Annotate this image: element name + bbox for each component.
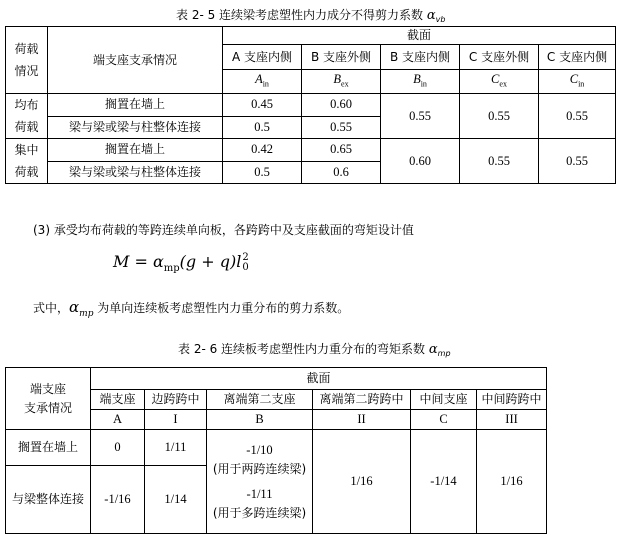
table1-caption-sub: vb	[435, 15, 446, 24]
table1-value-cell: 0.5	[223, 161, 302, 184]
table1-value-cell: 0.6	[302, 161, 381, 184]
table1-value-cell: 0.5	[223, 116, 302, 139]
table2-caption-symbol: α	[428, 342, 438, 357]
table2-value-cell: -1/16	[91, 466, 145, 534]
table1	[5, 26, 616, 184]
table2-b-top-note: (用于两跨连续梁)	[212, 461, 307, 476]
table2-col-header: 离端第二跨跨中	[313, 390, 411, 410]
formula-eq: =	[129, 252, 153, 271]
table1-support-cell: 搁置在墙上	[48, 139, 223, 162]
table1-value-cell: 0.55	[460, 94, 539, 139]
table2-caption-sub: mp	[437, 349, 451, 358]
table1-value-cell: 0.55	[539, 139, 616, 184]
table2-col-header: 端支座	[91, 390, 145, 410]
table2-value-cell: 1/16	[313, 430, 411, 534]
table1-header-support: 端支座支承情况	[48, 27, 223, 94]
table1-header-load: 荷载 情况	[6, 27, 48, 94]
table1-value-cell: 0.55	[460, 139, 539, 184]
table1-value-cell: 0.55	[302, 116, 381, 139]
table1-col-header: C 支座外侧	[460, 45, 539, 70]
table1-support-cell: 梁与梁或梁与柱整体连接	[48, 161, 223, 184]
table1-col-symbol: $B_{in}$	[381, 70, 460, 94]
table1-col-symbol: $C_{ex}$	[460, 70, 539, 94]
table1-load-cell: 均布 荷载	[6, 94, 48, 139]
table1-load-cell: 集中 荷载	[6, 139, 48, 184]
table1-col-header: A 支座内侧	[223, 45, 302, 70]
formula-sub: 0	[242, 261, 249, 273]
table2-col-code: III	[477, 410, 547, 430]
table1-value-cell: 0.65	[302, 139, 381, 162]
table2-b-bottom-note: (用于多跨连续梁)	[212, 505, 307, 520]
table2-b-cell	[207, 430, 313, 534]
table1-value-cell: 0.45	[223, 94, 302, 117]
table1-value-cell: 0.60	[381, 139, 460, 184]
table1-caption-symbol: α	[426, 8, 436, 23]
formula-sup: 2	[242, 251, 249, 263]
table1-caption	[176, 6, 445, 23]
formula-note	[33, 298, 349, 319]
table2-col-header: 中间支座	[411, 390, 477, 410]
formula-lhs: M	[113, 252, 130, 271]
table1-header-section: 截面	[223, 27, 616, 45]
table2-col-code: I	[145, 410, 207, 430]
note-alpha: $\alpha_{mp}$	[69, 298, 94, 319]
table2-col-header: 中间跨跨中	[477, 390, 547, 410]
formula-alpha: α	[152, 252, 164, 271]
table1-col-header: C 支座内侧	[539, 45, 616, 70]
table2-caption	[178, 340, 451, 357]
formula-alpha-sub: mp	[163, 263, 180, 274]
table1-caption-text: 表 2- 5 连续梁考虑塑性内力成分不得剪力系数	[176, 8, 424, 22]
table2	[5, 367, 547, 534]
table1-col-symbol: $B_{ex}$	[302, 70, 381, 94]
table2-value-cell: 0	[91, 430, 145, 466]
table2-value-cell: 1/16	[477, 430, 547, 534]
table2-value-cell: 1/14	[145, 466, 207, 534]
table2-col-code: II	[313, 410, 411, 430]
table2-support-cell: 搁置在墙上	[6, 430, 91, 466]
table-row	[6, 430, 547, 466]
table2-col-code: A	[91, 410, 145, 430]
table1-col-symbol: $A_{in}$	[223, 70, 302, 94]
note-text: 为单向连续板考虑塑性内力重分布的剪力系数。	[93, 301, 350, 315]
table2-col-code: B	[207, 410, 313, 430]
table2-col-header: 边跨跨中	[145, 390, 207, 410]
table1-value-cell: 0.55	[381, 94, 460, 139]
table2-value-cell: 1/11	[145, 430, 207, 466]
formula-rest: (g + q)l	[179, 252, 242, 271]
table2-header-section: 截面	[91, 368, 547, 390]
note-prefix: 式中，	[33, 301, 70, 315]
table2-b-bottom-value: -1/11	[246, 486, 273, 501]
table1-col-header: B 支座内侧	[381, 45, 460, 70]
moment-formula	[113, 252, 249, 273]
table1-value-cell: 0.60	[302, 94, 381, 117]
table2-support-cell: 与梁整体连接	[6, 466, 91, 534]
formula-scripts	[242, 253, 248, 273]
table2-caption-text: 表 2- 6 连续板考虑塑性内力重分布的弯矩系数	[178, 342, 426, 356]
table1-support-cell: 搁置在墙上	[48, 94, 223, 117]
table-row	[6, 139, 616, 162]
table1-col-header: B 支座外侧	[302, 45, 381, 70]
table2-col-code: C	[411, 410, 477, 430]
table1-col-symbol: $C_{in}$	[539, 70, 616, 94]
table2-value-cell: -1/14	[411, 430, 477, 534]
table2-col-header: 离端第二支座	[207, 390, 313, 410]
table1-value-cell: 0.55	[539, 94, 616, 139]
paragraph-3: (3) 承受均布荷载的等跨连续单向板，各跨跨中及支座截面的弯矩设计值	[33, 223, 414, 237]
table1-support-cell: 梁与梁或梁与柱整体连接	[48, 116, 223, 139]
table2-header-support: 端支座 支承情况	[6, 368, 91, 430]
table-row	[6, 94, 616, 117]
table1-value-cell: 0.42	[223, 139, 302, 162]
table2-b-top-value: -1/10	[246, 442, 273, 457]
